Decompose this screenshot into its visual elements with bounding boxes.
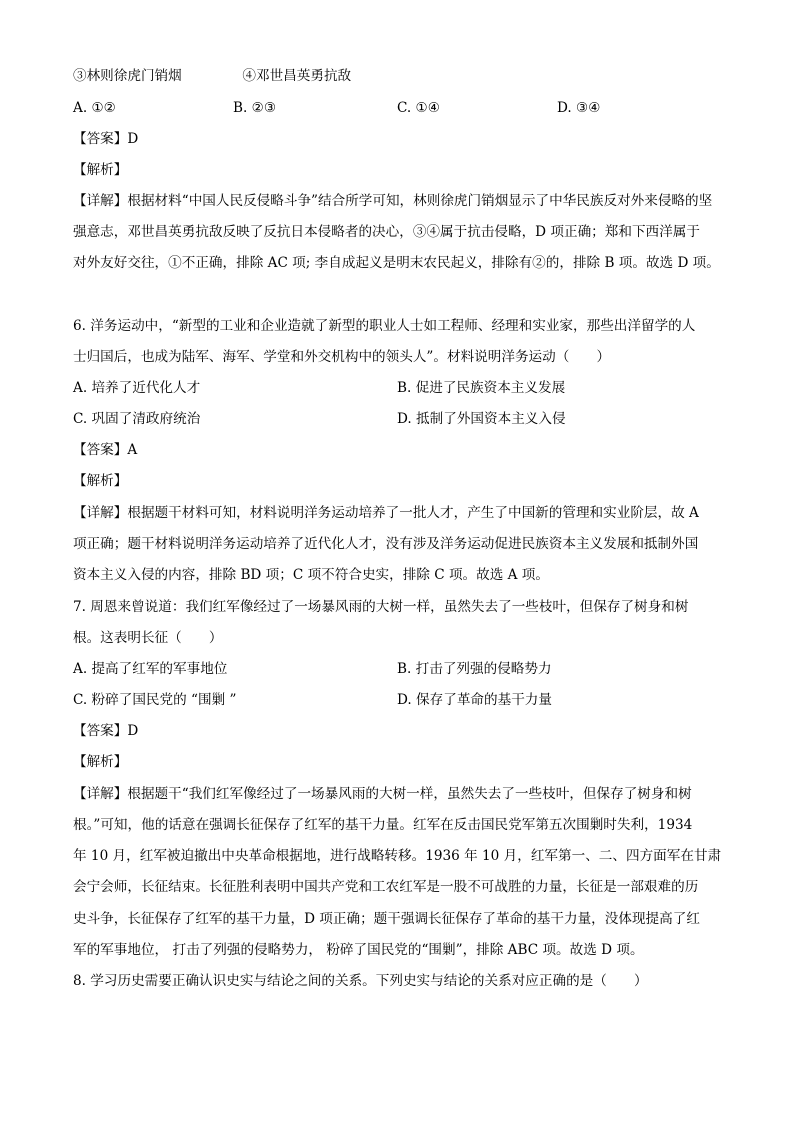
q7-answer: 【答案】D	[73, 723, 139, 739]
q7-detail-line-4: 会宁会师，长征结束。长征胜利表明中国共产党和工农红军是一股不可战胜的力量，长征是一部艰难的历	[73, 879, 699, 895]
q5-option-a: A. ①②	[73, 100, 116, 116]
q6-analysis-label: 【解析】	[73, 473, 128, 489]
q6-detail-line-3: 资本主义入侵的内容，排除 BD 项；C 项不符合史实，排除 C 项。故选 A 项。	[73, 567, 549, 583]
q6-stem-line-1: 6. 洋务运动中，“新型的工业和企业造就了新型的职业人士如工程师、经理和实业家，那些出洋留学的人	[73, 318, 696, 334]
q8-stem-line-1: 8. 学习历史需要正确认识史实与结论之间的关系。下列史实与结论的关系对应正确的是（ ）	[73, 973, 648, 989]
q6-option-c: C. 巩固了清政府统治	[73, 411, 201, 427]
q5-items-line	[73, 66, 351, 86]
q5-detail-line-3: 对外友好交往，①不正确，排除 AC 项; 李自成起义是明末农民起义，排除有②的，排除 B 项。故选 D 项。	[73, 255, 720, 271]
q5-item-3: ③林则徐虎门销烟	[73, 68, 182, 84]
q7-detail-line-6: 军的军事地位， 打击了列强的侵略势力， 粉碎了国民党的“围剿”，排除 ABC 项。故选 D 项。	[73, 942, 644, 958]
q7-option-d: D. 保存了革命的基干力量	[397, 692, 552, 708]
q6-option-a: A. 培养了近代化人才	[73, 380, 201, 396]
q7-detail-line-3: 年 10 月，红军被迫撤出中央革命根据地，进行战略转移。1936 年 10 月，红军第一、二、四方面军在甘肃	[73, 848, 722, 864]
q6-option-b: B. 促进了民族资本主义发展	[397, 380, 566, 396]
q5-detail-line-2: 强意志，邓世昌英勇抗敌反映了反抗日本侵略者的决心，③④属于抗击侵略，D 项正确；郑和下西洋属于	[73, 224, 700, 240]
q5-option-b: B. ②③	[233, 100, 277, 116]
q6-detail-line-1: 【详解】根据题干材料可知，材料说明洋务运动培养了一批人才，产生了中国新的管理和实业阶层，故 A	[73, 505, 699, 521]
q5-analysis-label: 【解析】	[73, 162, 128, 178]
q6-detail-line-2: 项正确；题干材料说明洋务运动培养了近代化人才，没有涉及洋务运动促进民族资本主义发展和抵制外国	[73, 536, 699, 552]
q5-item-4: ④邓世昌英勇抗敌	[242, 68, 352, 84]
q5-option-d: D. ③④	[557, 100, 601, 116]
q7-option-b: B. 打击了列强的侵略势力	[397, 661, 552, 677]
q7-detail-line-1: 【详解】根据题干“我们红军像经过了一场暴风雨的大树一样，虽然失去了一些枝叶，但保存了树身和树	[73, 786, 692, 802]
q7-stem-line-1: 7. 周恩来曾说道：我们红军像经过了一场暴风雨的大树一样，虽然失去了一些枝叶，但保存了树身和树	[73, 599, 689, 615]
q7-option-a: A. 提高了红军的军事地位	[73, 661, 228, 677]
q6-answer: 【答案】A	[73, 442, 138, 458]
q7-option-c: C. 粉碎了国民党的 “围剿 ”	[73, 692, 237, 708]
q7-analysis-label: 【解析】	[73, 754, 128, 770]
q7-detail-line-2: 根。”可知，他的话意在强调长征保存了红军的基干力量。红军在反击国民党军第五次围剿时失利，1934	[73, 817, 693, 833]
q6-stem-line-2: 士归国后，也成为陆军、海军、学堂和外交机构中的领头人”。材料说明洋务运动（ ）	[73, 349, 611, 365]
q5-option-c: C. ①④	[397, 100, 440, 116]
q5-detail-line-1: 【详解】根据材料“中国人民反侵略斗争”结合所学可知，林则徐虎门销烟显示了中华民族反对外来侵略的坚	[73, 193, 713, 209]
q6-option-d: D. 抵制了外国资本主义入侵	[397, 411, 566, 427]
q7-detail-line-5: 史斗争，长征保存了红军的基干力量，D 项正确；题干强调长征保存了革命的基干力量，没体现提高了红	[73, 911, 700, 927]
q7-stem-line-2: 根。这表明长征（ ）	[73, 630, 223, 646]
q5-answer: 【答案】D	[73, 131, 139, 147]
